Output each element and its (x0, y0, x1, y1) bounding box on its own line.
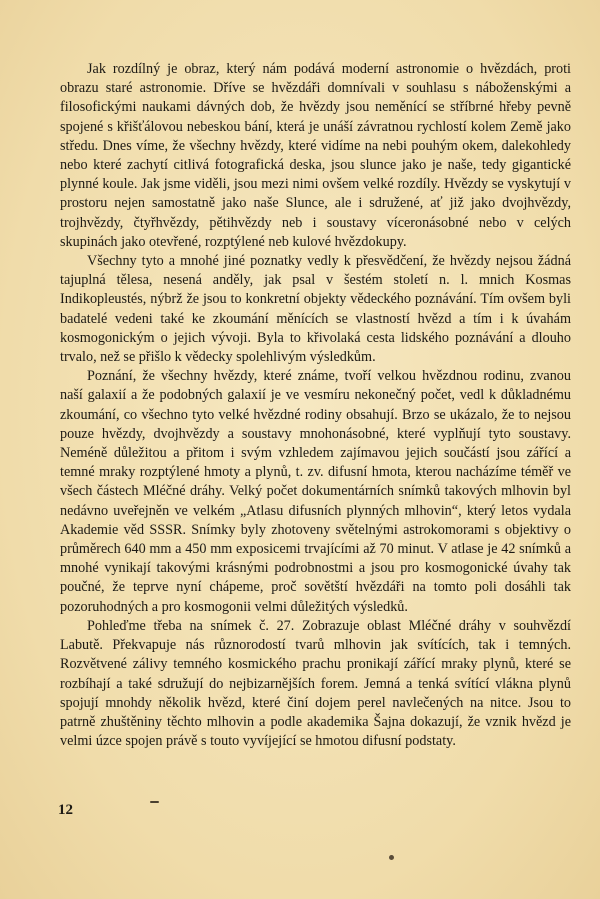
page-number: 12 (58, 802, 73, 818)
paragraph-1: Jak rozdílný je obraz, který nám podává moderní astronomie o hvězdách, proti obrazu staré astronomie. Dříve se hvězdáři domnívali v souhlasu s náboženskými a filosofickými naukami dávných dob, že hvězdy jsou neměnící se stříbrné hřeby pevně spojené s křišťálovou nebeskou bání, která je unáší závratnou rychlostí kolem Země jako středu. Dnes víme, že všechny hvězdy, které vidíme na nebi pouhým okem, dalekohledy nebo které zachytí citlivá fotografická deska, jsou slunce jako je naše, tedy gigantické plynné koule. Jak jsme viděli, jsou mezi nimi ovšem velké rozdíly. Hvězdy se vyskytují v prostoru nejen samostatně jako naše Slunce, ale i sdružené, ať již jako dvojhvězdy, trojhvězdy, čtyřhvězdy, pětihvězdy neb i soustavy víceronásobné nebo v celých skupinách jako otevřené, rozptýlené neb kulové hvězdokupy. (60, 61, 571, 250)
paragraph-2: Všechny tyto a mnohé jiné poznatky vedly k přesvědčení, že hvězdy nejsou žádná tajuplná tělesa, nesená anděly, jak psal v šestém století n. l. mnich Kosmas Indikopleustés, nýbrž že jsou to konkretní objekty vědeckého poznávání. Tím ovšem byli badatelé vedeni také ke zkoumání měnících se vlastností hvězd a tím i k úvahám kosmogonickým o jejich vývoji. Byla to křivolaká cesta lidského poznávání a dlouho trvalo, než se přišlo k vědecky spolehlivým výsledkům. (60, 253, 571, 366)
page-body (60, 60, 571, 751)
paragraph-4: Pohleďme třeba na snímek č. 27. Zobrazuje oblast Mléčné dráhy v souhvězdí Labutě. Překvapuje nás různorodostí tvarů mlhovin jak svítících, tak i temných. Rozvětvené zálivy temného kosmického prachu pronikají zářící mraky plynů, které se rozbíhají a také sdružují do nejbizarnějších forem. Jemná a tenká svítící vlákna plynů spojují mnohdy několik hvězd, které činí dojem perel navlečených na nitce. Jsou to patrně zhuštěniny těchto mlhovin a podle akademika Šajna dokazují, že vznik hvězd je velmi úzce spojen právě s touto vyvíjející se hmotou difusní podstaty. (60, 617, 571, 750)
print-speck (150, 801, 159, 803)
paragraph-3: Poznání, že všechny hvězdy, které známe, tvoří velkou hvězdnou rodinu, zvanou naší galaxií a že podobných galaxií je ve vesmíru nekonečný počet, vedl k důkladnému zkoumání, co všechno tyto velké hvězdné rodiny obsahují. Brzo se ukázalo, že to nejsou pouze hvězdy, dvojhvězdy a soustavy mnohonásobné, které vyplňují tyto soustavy. Neméně důležitou a přitom i svým vzhledem zajímavou jejich součástí jsou zářící a temné mraky rozptýlené hmoty a plynů, t. zv. difusní hmota, kterou nacházíme téměř ve všech částech Mléčné dráhy. Velký počet dokumentárních snímků takových mlhovin byl nedávno uveřejněn ve velkém „Atlasu difusních plynných mlhovin“, který letos vydala Akademie věd SSSR. Snímky byly zhotoveny světelnými astrokomorami s objektivy o průměrech 640 mm a 450 mm exposicemi trvajícími až 70 minut. V atlase je 42 snímků a mnohé vynikají takovými krásnými podrobnostmi a jsou pro kosmogonické úvahy tak poučné, že teprve nyní chápeme, proč sovětští hvězdáři na tomto poli dosáhli tak pozoruhodných a pro kosmogonii velmi důležitých výsledků. (60, 368, 571, 615)
print-speck (389, 855, 394, 860)
